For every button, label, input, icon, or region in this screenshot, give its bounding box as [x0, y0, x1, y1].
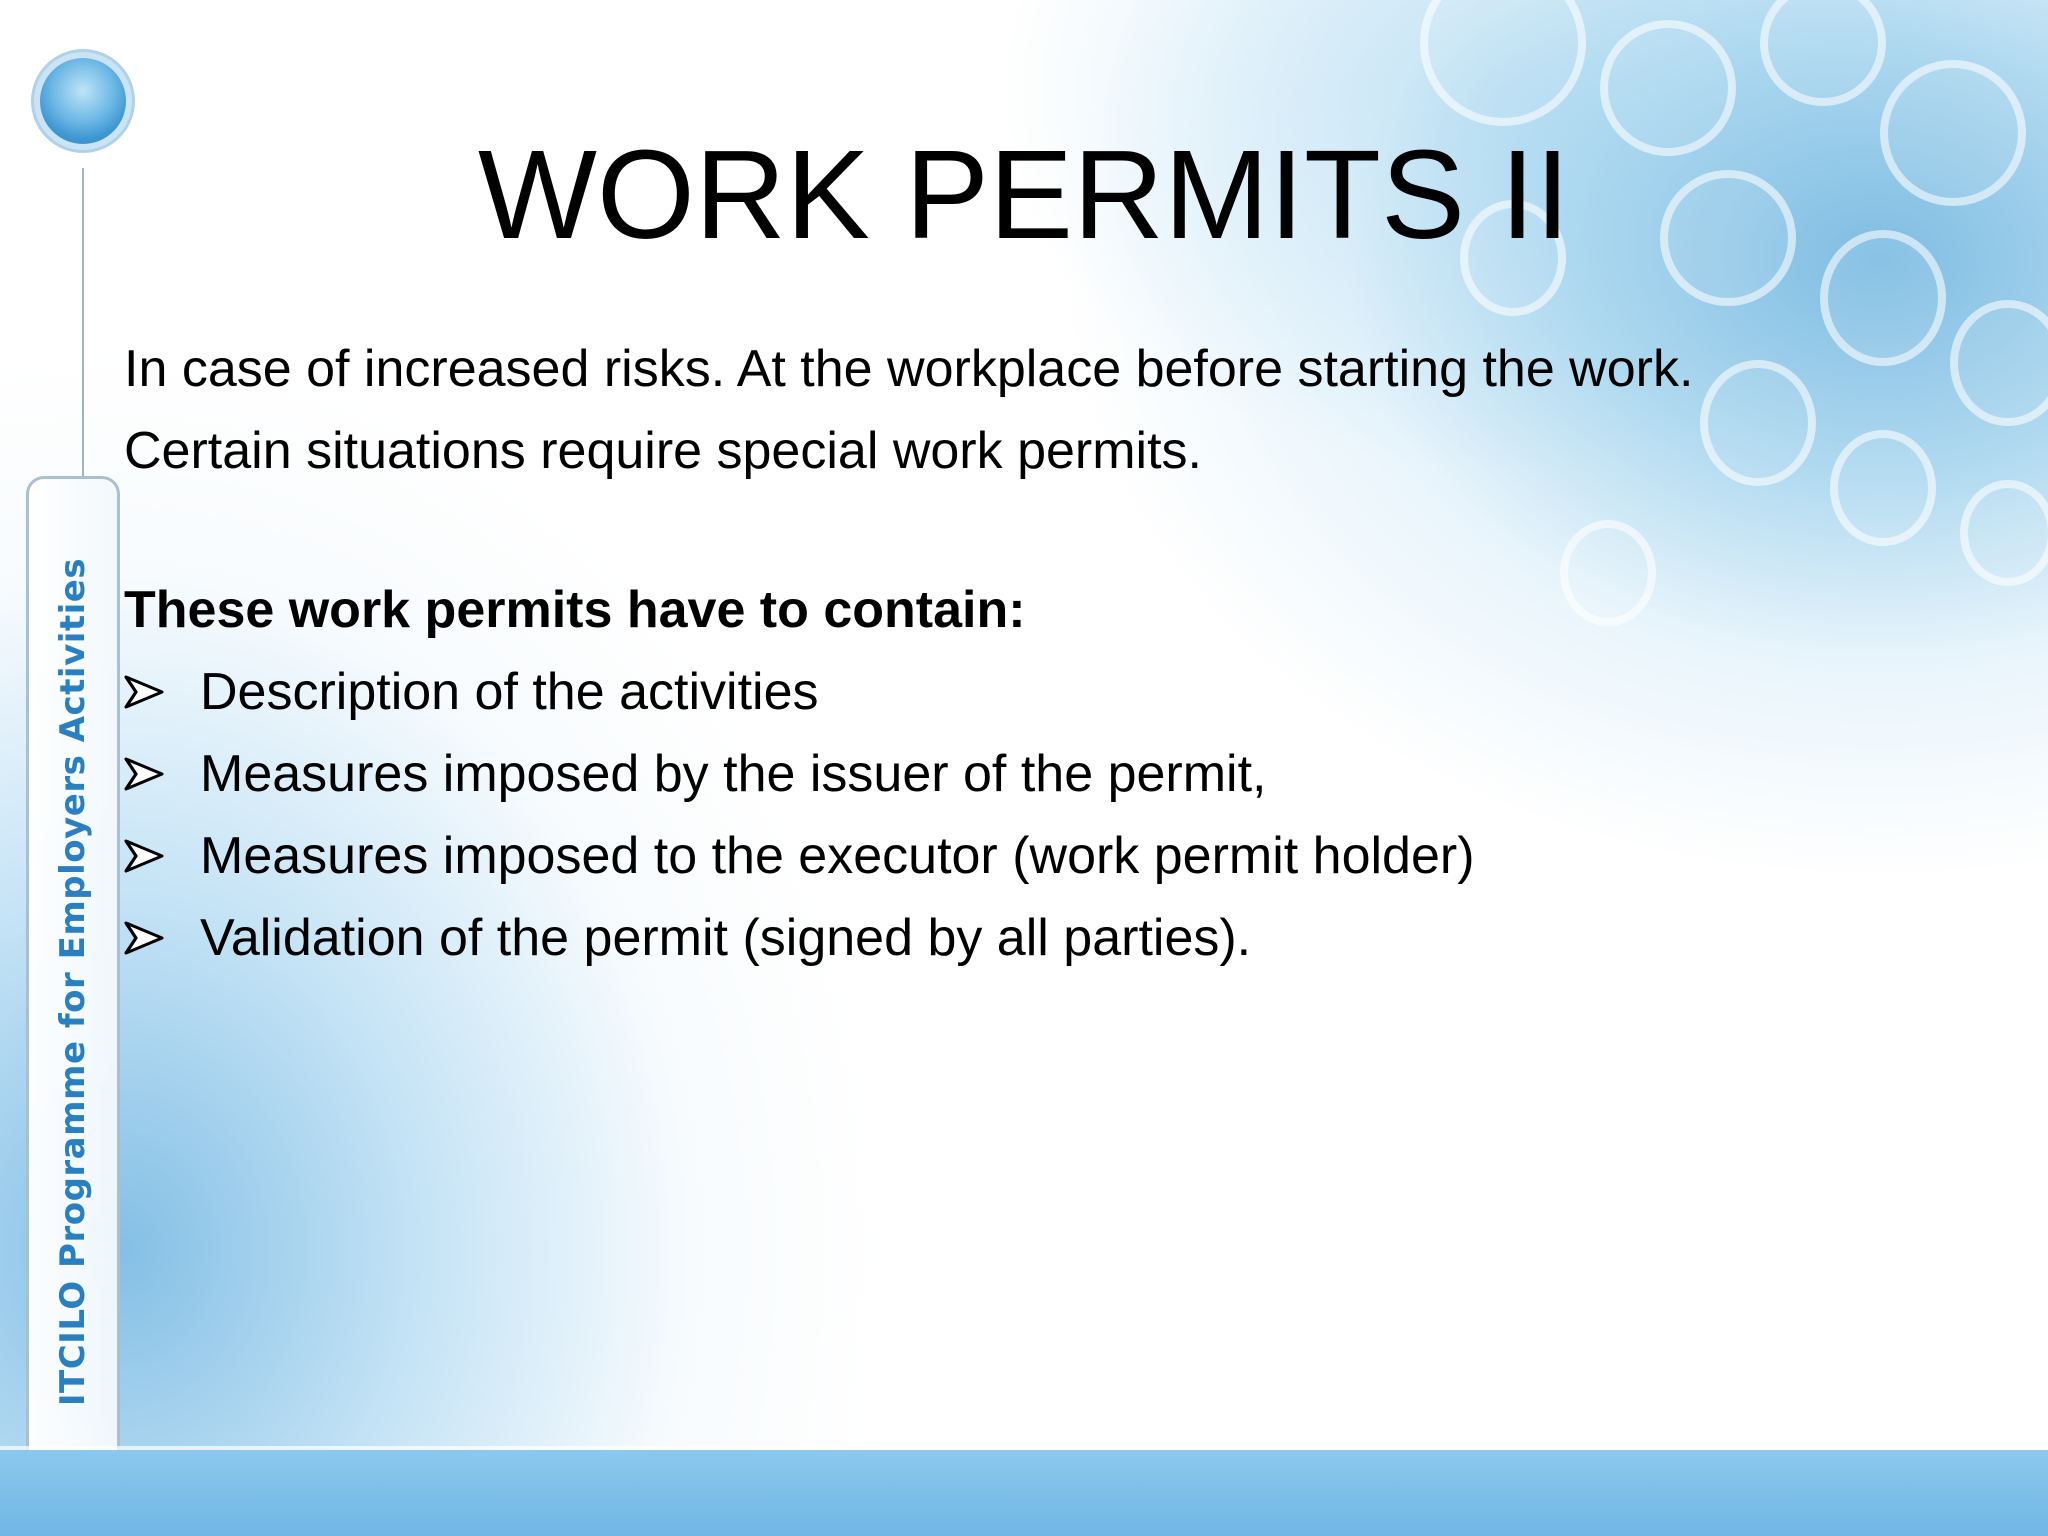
bokeh-decoration: [1760, 0, 1886, 106]
intro-line: Certain situations require special work permits.: [124, 422, 1202, 480]
arrow-bullet-icon: [124, 675, 164, 709]
side-brand-text: ITCILO Programme for Employers Activities: [53, 557, 93, 1407]
arrow-bullet-icon: [124, 921, 164, 955]
arrow-bullet-icon: [124, 757, 164, 791]
bokeh-decoration: [1960, 480, 2048, 586]
bullet-text: Validation of the permit (signed by all parties).: [200, 909, 1252, 967]
bokeh-decoration: [1950, 300, 2048, 426]
arrow-bullet-icon: [124, 839, 164, 873]
slide-title: WORK PERMITS II: [477, 124, 1571, 265]
bokeh-decoration: [1560, 520, 1656, 626]
bokeh-decoration: [1420, 0, 1586, 126]
bullet-text: Measures imposed to the executor (work permit holder): [200, 827, 1475, 885]
bullet-text: Measures imposed by the issuer of the permit,: [200, 745, 1267, 803]
footer-bar: [0, 1450, 2048, 1536]
intro-line: In case of increased risks. At the workplace before starting the work.: [124, 340, 1694, 398]
bullet-text: Description of the activities: [200, 663, 819, 721]
list-heading: These work permits have to contain:: [124, 581, 1026, 639]
bokeh-decoration: [1700, 360, 1816, 486]
bokeh-decoration: [1830, 430, 1936, 546]
intro-text: [124, 328, 1693, 492]
